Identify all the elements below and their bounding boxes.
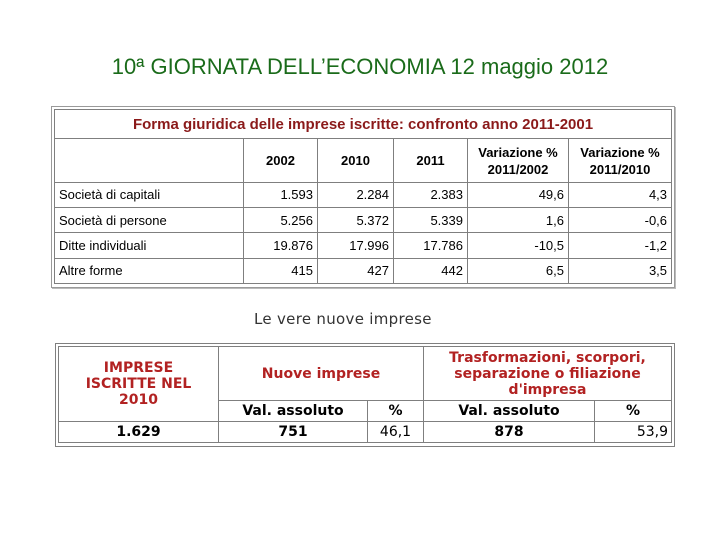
header-cell-2011: 2011	[394, 139, 468, 183]
row-label: Società di capitali	[55, 182, 244, 207]
table-row	[55, 208, 672, 233]
header-cell-2002: 2002	[244, 139, 318, 183]
new-abs-subheader: Val. assoluto	[219, 401, 368, 422]
page-title: 10ª GIORNATA DELL’ECONOMIA 12 maggio 2012	[111, 54, 609, 79]
transf-pct-subheader: %	[595, 401, 672, 422]
transf-pct-value: 53,9	[595, 422, 672, 443]
cell-2011: 5.339	[394, 208, 468, 233]
row-label: Società di persone	[55, 208, 244, 233]
new-businesses-header: Nuove imprese	[219, 347, 424, 401]
cell-var-2011-2010: 3,5	[569, 258, 672, 283]
legal-form-table-title: Forma giuridica delle imprese iscritte: confronto anno 2011-2001	[55, 110, 672, 139]
table-row	[55, 233, 672, 258]
table-row	[59, 422, 672, 443]
cell-var-2011-2010: -1,2	[569, 233, 672, 258]
cell-var-2011-2002: 6,5	[468, 258, 569, 283]
cell-2002: 5.256	[244, 208, 318, 233]
legal-form-table-frame	[51, 106, 675, 288]
section-caption: Le vere nuove imprese	[254, 310, 432, 328]
table-row	[55, 258, 672, 283]
cell-2011: 442	[394, 258, 468, 283]
new-abs-value: 751	[219, 422, 368, 443]
legal-form-table	[54, 109, 672, 284]
header-cell-2010: 2010	[318, 139, 394, 183]
header-cell-var-2011-2010: Variazione % 2011/2010	[569, 139, 672, 183]
cell-2002: 415	[244, 258, 318, 283]
row-label: Ditte individuali	[55, 233, 244, 258]
transf-abs-value: 878	[424, 422, 595, 443]
new-businesses-table-frame	[55, 343, 675, 447]
new-businesses-table	[58, 346, 672, 443]
header-cell-empty	[55, 139, 244, 183]
transf-abs-subheader: Val. assoluto	[424, 401, 595, 422]
cell-2010: 17.996	[318, 233, 394, 258]
registered-value: 1.629	[59, 422, 219, 443]
cell-2011: 2.383	[394, 182, 468, 207]
row-label: Altre forme	[55, 258, 244, 283]
new-pct-value: 46,1	[368, 422, 424, 443]
cell-var-2011-2010: -0,6	[569, 208, 672, 233]
cell-var-2011-2002: 49,6	[468, 182, 569, 207]
cell-var-2011-2002: -10,5	[468, 233, 569, 258]
table-row	[55, 182, 672, 207]
cell-var-2011-2010: 4,3	[569, 182, 672, 207]
header-cell-var-2011-2002: Variazione % 2011/2002	[468, 139, 569, 183]
cell-2011: 17.786	[394, 233, 468, 258]
new-pct-subheader: %	[368, 401, 424, 422]
cell-2002: 19.876	[244, 233, 318, 258]
registered-2010-header: IMPRESE ISCRITTE NEL 2010	[59, 347, 219, 422]
cell-2010: 427	[318, 258, 394, 283]
cell-var-2011-2002: 1,6	[468, 208, 569, 233]
cell-2002: 1.593	[244, 182, 318, 207]
cell-2010: 2.284	[318, 182, 394, 207]
transformations-header: Trasformazioni, scorpori, separazione o filiazione d'impresa	[424, 347, 672, 401]
cell-2010: 5.372	[318, 208, 394, 233]
